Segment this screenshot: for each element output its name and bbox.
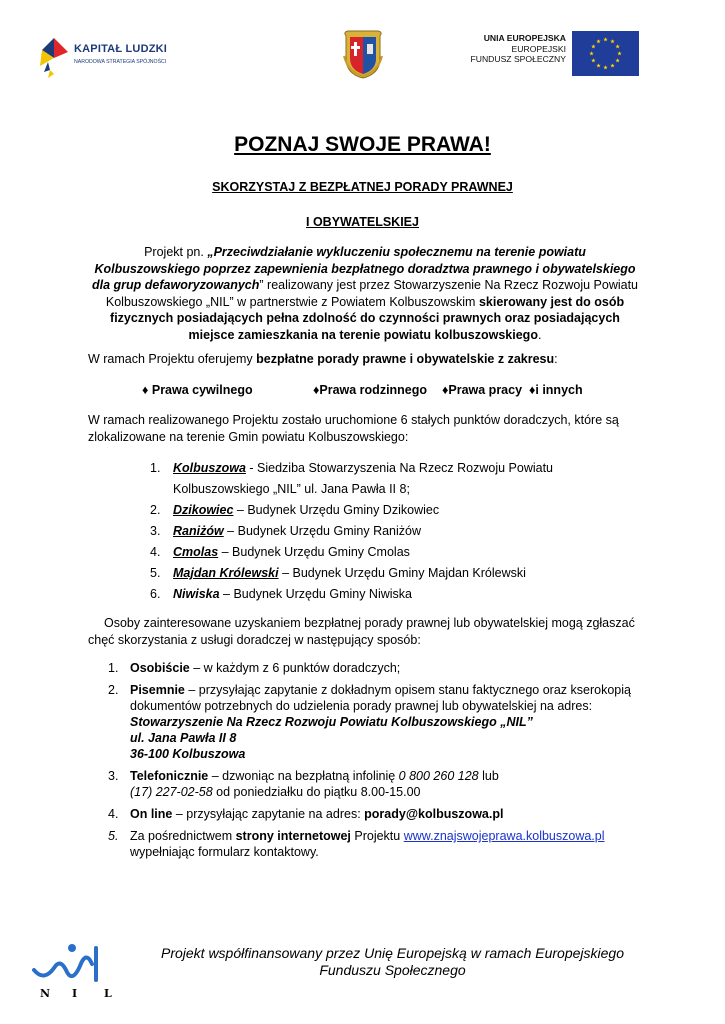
area-civil: ♦ Prawa cywilnego — [142, 383, 253, 397]
method-label: Osobiście — [130, 661, 190, 675]
contact-method-written — [108, 682, 638, 762]
eu-fund-text — [460, 33, 566, 65]
eu-line-2: EUROPEJSKI — [511, 43, 566, 54]
method-label: On line — [130, 807, 173, 821]
footer-line-2: Funduszu Społecznego — [319, 962, 466, 978]
contact-method-in-person — [108, 660, 638, 676]
method-label: strony internetowej — [235, 829, 351, 843]
list-number: 1. — [108, 661, 119, 675]
office-hours: od poniedziałku do piątku 8.00-15.00 — [212, 785, 421, 799]
method-desc-tail: wypełniając formularz kontaktowy. — [130, 845, 319, 859]
website-link[interactable]: www.znajswojeprawa.kolbuszowa.pl — [403, 829, 605, 843]
place-desc: – Budynek Urzędu Gminy Raniżów — [223, 524, 422, 538]
list-item — [150, 563, 650, 584]
intro-middle: ” realizowany jest przez Stowarzyszenie Na Rzecz Rozwoju Powiatu Kolbuszowskiego „NIL” w partnerstwie z Powiatem Kolbuszowskim — [105, 278, 639, 309]
email-address[interactable]: porady@kolbuszowa.pl — [364, 807, 504, 821]
list-number: 1. — [150, 461, 161, 475]
area-other: ♦i innych — [529, 383, 583, 397]
list-number: 3. — [108, 769, 119, 783]
contact-method-phone — [108, 768, 638, 800]
list-number: 2. — [108, 683, 119, 697]
hotline-number[interactable]: 0 800 260 128 — [398, 769, 479, 783]
address-line-1: Stowarzyszenie Na Rzecz Rozwoju Powiatu Kolbuszowskiego „NIL” — [130, 715, 533, 729]
points-intro: W ramach realizowanego Projektu zostało uruchomione 6 stałych punktów doradczych, które są zlokalizowane na terenie Gmin powiatu Kolbuszowskiego: — [88, 413, 619, 444]
eu-flag-icon — [572, 31, 639, 76]
advice-points-list — [150, 458, 650, 605]
kapital-ludzki-logo — [38, 36, 178, 78]
contact-intro: Osoby zainteresowane uzyskaniem bezpłatnej porady prawnej lub obywatelskiej mogą zgłaszać chęć skorzystania z usługi doradczej w następujący sposób: — [88, 616, 635, 647]
eu-line-3: FUNDUSZ SPOŁECZNY — [470, 54, 566, 64]
method-desc-mid: lub — [478, 769, 499, 783]
offer-bold: bezpłatne porady prawne i obywatelskie z zakresu — [256, 352, 555, 366]
place-name: Niwiska — [173, 587, 220, 601]
intro-paragraph — [92, 244, 638, 343]
subtitle-line-1: SKORZYSTAJ Z BEZPŁATNEJ PORADY PRAWNEJ — [212, 180, 513, 194]
list-number: 5. — [108, 829, 119, 843]
method-label: Pisemnie — [130, 683, 185, 697]
list-item — [150, 458, 650, 500]
area-family: ♦Prawa rodzinnego — [313, 383, 428, 397]
offer-prefix: W ramach Projektu oferujemy — [88, 352, 257, 366]
contact-methods-list — [108, 660, 638, 866]
list-item — [150, 542, 650, 563]
project-name: „Przeciwdziałanie wykluczeniu społecznemu na terenie powiatu Kolbuszowskiego poprzez zapewnienia bezpłatnego doradztwa prawnego i obywatelskiego dla grup defaworyzowanych — [92, 245, 636, 292]
list-item — [150, 584, 650, 605]
place-name: Kolbuszowa — [173, 461, 246, 475]
list-number: 4. — [150, 545, 161, 559]
nil-logo — [30, 940, 116, 1002]
place-name: Majdan Królewski — [173, 566, 279, 580]
nil-letter-i: I — [72, 987, 78, 1000]
address-line-2: ul. Jana Pawła II 8 — [130, 731, 237, 745]
list-item — [150, 500, 650, 521]
list-number: 3. — [150, 524, 161, 538]
method-desc: – przysyłając zapytanie na adres: — [172, 807, 365, 821]
kapital-ludzki-icon — [38, 36, 70, 78]
place-desc: – Budynek Urzędu Gminy Dzikowiec — [233, 503, 440, 517]
phone-number[interactable]: (17) 227-02-58 — [130, 785, 213, 799]
place-desc: – Budynek Urzędu Gminy Niwiska — [219, 587, 412, 601]
coat-of-arms-icon — [340, 28, 386, 80]
place-desc: – Budynek Urzędu Gminy Cmolas — [218, 545, 410, 559]
place-desc: – Budynek Urzędu Gminy Majdan Królewski — [278, 566, 526, 580]
area-labor: ♦Prawa pracy — [442, 383, 523, 397]
nil-wave-icon — [30, 940, 116, 986]
footer-line-1: Projekt współfinansowany przez Unię Europejską w ramach Europejskiego — [160, 945, 624, 961]
eu-line-1: UNIA EUROPEJSKA — [483, 33, 566, 43]
page-title: POZNAJ SWOJE PRAWA! — [234, 133, 491, 156]
intro-end: . — [537, 327, 542, 342]
list-number: 2. — [150, 503, 161, 517]
offer-suffix: : — [554, 352, 558, 366]
method-label: Telefonicznie — [130, 769, 209, 783]
nil-letter-l: L — [104, 987, 112, 1000]
method-desc: – przysyłając zapytanie z dokładnym opisem stanu faktycznego oraz kserokopią dokumentów potrzebnych do udzielenia porady prawnej lub obywatelskiej na adres: — [130, 683, 631, 713]
intro-target: skierowany jest do osób fizycznych posiadających pełna zdolność do czynności prawnych oraz posiadających miejsce zamieszkania na terenie powiatu kolbuszowskiego — [110, 294, 625, 342]
list-number: 4. — [108, 807, 119, 821]
contact-method-online — [108, 806, 638, 822]
kapital-ludzki-name: KAPITAŁ LUDZKI — [74, 43, 168, 55]
intro-prefix: Projekt pn. — [144, 245, 208, 259]
offer-paragraph — [88, 351, 648, 368]
list-number: 5. — [150, 566, 161, 580]
contact-method-website — [108, 828, 638, 860]
list-number: 6. — [150, 587, 161, 601]
place-name: Raniżów — [173, 524, 224, 538]
method-desc-mid: Projektu — [350, 829, 404, 843]
subtitle-line-2: I OBYWATELSKIEJ — [306, 215, 419, 229]
place-name: Cmolas — [173, 545, 219, 559]
list-item — [150, 521, 650, 542]
place-desc: - Siedziba Stowarzyszenia Na Rzecz Rozwoju Powiatu Kolbuszowskiego „NIL” ul. Jana Pawła II 8; — [173, 461, 553, 496]
kapital-ludzki-subtitle: NARODOWA STRATEGIA SPÓJNOŚCI — [74, 59, 167, 65]
footer-cofinancing-note — [130, 945, 655, 979]
address-line-3: 36-100 Kolbuszowa — [130, 747, 246, 761]
method-desc: – w każdym z 6 punktów doradczych; — [189, 661, 401, 675]
method-desc: – dzwoniąc na bezpłatną infolinię — [208, 769, 399, 783]
method-desc-pre: Za pośrednictwem — [130, 829, 236, 843]
place-name: Dzikowiec — [173, 503, 234, 517]
nil-letter-n: N — [40, 987, 51, 1000]
